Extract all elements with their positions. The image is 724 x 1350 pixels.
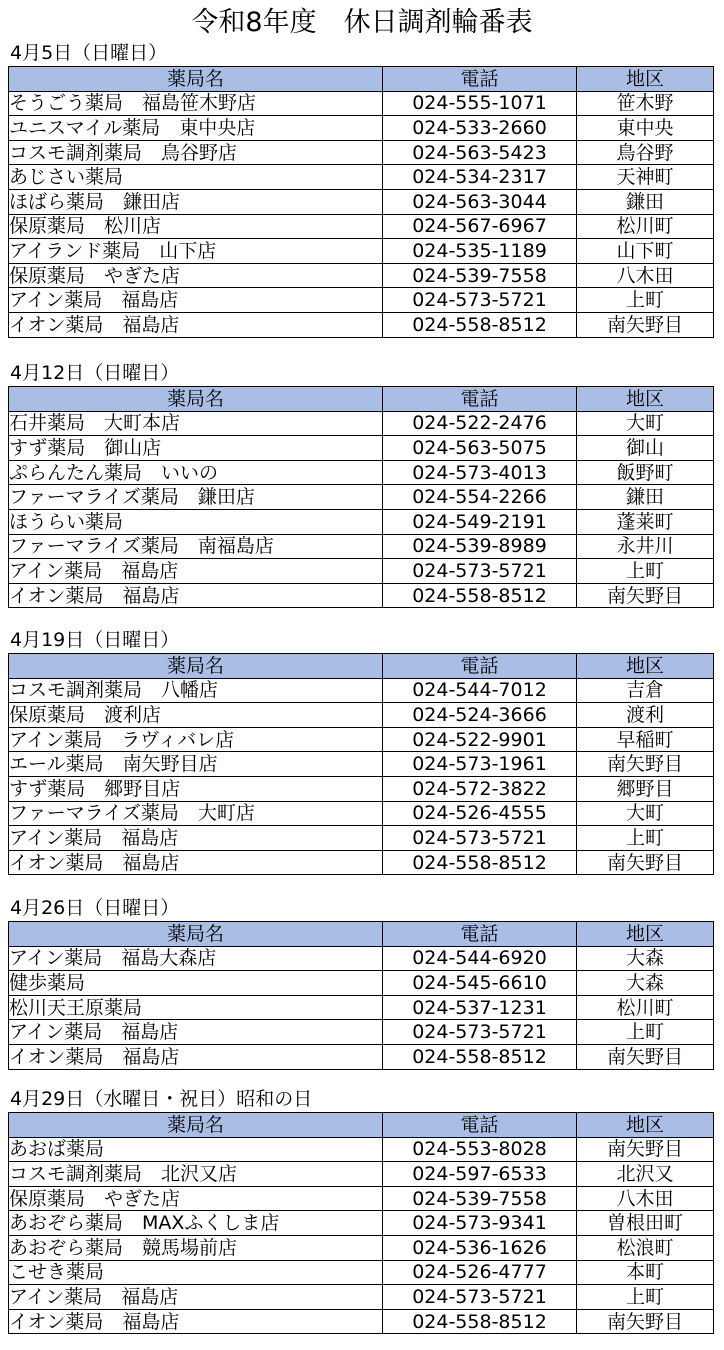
pharmacy-phone: 024-573-1961 xyxy=(383,752,577,777)
pharmacy-area: 大森 xyxy=(577,946,714,971)
column-header-phone: 電話 xyxy=(383,1113,577,1138)
pharmacy-table xyxy=(8,66,714,338)
pharmacy-phone: 024-536-1626 xyxy=(383,1235,577,1260)
pharmacy-name: 松川天王原薬局 xyxy=(9,995,383,1020)
column-header-area: 地区 xyxy=(577,1113,714,1138)
pharmacy-name: 保原薬局 松川店 xyxy=(9,214,383,239)
table-row xyxy=(9,1162,714,1187)
pharmacy-name: ユニスマイル薬局 東中央店 xyxy=(9,116,383,141)
pharmacy-phone: 024-544-7012 xyxy=(383,678,577,703)
table-row xyxy=(9,1020,714,1045)
schedule-section xyxy=(8,1086,714,1334)
pharmacy-name: アイン薬局 福島大森店 xyxy=(9,946,383,971)
pharmacy-area: 本町 xyxy=(577,1260,714,1285)
table-row xyxy=(9,583,714,608)
pharmacy-phone: 024-573-5721 xyxy=(383,288,577,313)
page-title: 令和8年度 休日調剤輪番表 xyxy=(191,7,533,38)
pharmacy-area: 八木田 xyxy=(577,1186,714,1211)
pharmacy-area: 吉倉 xyxy=(577,678,714,703)
pharmacy-name: こせき薬局 xyxy=(9,1260,383,1285)
column-header-phone: 電話 xyxy=(383,654,577,679)
table-row xyxy=(9,801,714,826)
table-row xyxy=(9,727,714,752)
section-date-heading: 4月12日（日曜日） xyxy=(10,362,180,384)
pharmacy-area: 上町 xyxy=(577,559,714,584)
pharmacy-name: イオン薬局 福島店 xyxy=(9,583,383,608)
table-header-row xyxy=(9,1113,714,1138)
table-row xyxy=(9,288,714,313)
table-row xyxy=(9,1137,714,1162)
pharmacy-name: ファーマライズ薬局 南福島店 xyxy=(9,534,383,559)
pharmacy-name: アイン薬局 福島店 xyxy=(9,559,383,584)
column-header-name: 薬局名 xyxy=(9,922,383,947)
pharmacy-phone: 024-573-5721 xyxy=(383,559,577,584)
pharmacy-phone: 024-539-7558 xyxy=(383,1186,577,1211)
pharmacy-phone: 024-563-5075 xyxy=(383,436,577,461)
pharmacy-area: 郷野目 xyxy=(577,776,714,801)
column-header-area: 地区 xyxy=(577,922,714,947)
table-row xyxy=(9,189,714,214)
pharmacy-name: 保原薬局 渡利店 xyxy=(9,703,383,728)
pharmacy-phone: 024-563-5423 xyxy=(383,140,577,165)
pharmacy-name: すず薬局 郷野目店 xyxy=(9,776,383,801)
column-header-phone: 電話 xyxy=(383,67,577,92)
pharmacy-name: イオン薬局 福島店 xyxy=(9,1044,383,1069)
pharmacy-area: 鎌田 xyxy=(577,189,714,214)
schedule-section xyxy=(8,895,714,1070)
pharmacy-area: 松川町 xyxy=(577,995,714,1020)
pharmacy-area: 大町 xyxy=(577,411,714,436)
pharmacy-area: 曽根田町 xyxy=(577,1211,714,1236)
pharmacy-phone: 024-573-5721 xyxy=(383,1285,577,1310)
pharmacy-phone: 024-567-6967 xyxy=(383,214,577,239)
pharmacy-name: 健歩薬局 xyxy=(9,971,383,996)
table-row xyxy=(9,995,714,1020)
pharmacy-phone: 024-573-4013 xyxy=(383,460,577,485)
pharmacy-phone: 024-597-6533 xyxy=(383,1162,577,1187)
section-date-heading: 4月29日（水曜日・祝日）昭和の日 xyxy=(10,1088,313,1110)
pharmacy-area: 上町 xyxy=(577,288,714,313)
pharmacy-name: アイン薬局 福島店 xyxy=(9,1020,383,1045)
column-header-phone: 電話 xyxy=(383,387,577,412)
column-header-name: 薬局名 xyxy=(9,1113,383,1138)
pharmacy-name: イオン薬局 福島店 xyxy=(9,850,383,875)
table-row xyxy=(9,509,714,534)
pharmacy-area: 南矢野目 xyxy=(577,1137,714,1162)
pharmacy-area: 鳥谷野 xyxy=(577,140,714,165)
table-row xyxy=(9,165,714,190)
column-header-area: 地区 xyxy=(577,387,714,412)
pharmacy-area: 八木田 xyxy=(577,263,714,288)
table-row xyxy=(9,1309,714,1334)
pharmacy-area: 上町 xyxy=(577,826,714,851)
pharmacy-phone: 024-526-4777 xyxy=(383,1260,577,1285)
pharmacy-phone: 024-524-3666 xyxy=(383,703,577,728)
table-header-row xyxy=(9,654,714,679)
pharmacy-area: 大町 xyxy=(577,801,714,826)
pharmacy-table xyxy=(8,921,714,1070)
pharmacy-area: 南矢野目 xyxy=(577,850,714,875)
table-row xyxy=(9,436,714,461)
pharmacy-name: あじさい薬局 xyxy=(9,165,383,190)
pharmacy-name: イオン薬局 福島店 xyxy=(9,312,383,337)
table-row xyxy=(9,826,714,851)
pharmacy-phone: 024-545-6610 xyxy=(383,971,577,996)
schedule-section xyxy=(8,360,714,608)
table-row xyxy=(9,263,714,288)
pharmacy-phone: 024-522-9901 xyxy=(383,727,577,752)
pharmacy-name: すず薬局 御山店 xyxy=(9,436,383,461)
table-row xyxy=(9,752,714,777)
pharmacy-area: 早稲町 xyxy=(577,727,714,752)
table-row xyxy=(9,678,714,703)
table-row xyxy=(9,559,714,584)
pharmacy-area: 東中央 xyxy=(577,116,714,141)
table-row xyxy=(9,1235,714,1260)
pharmacy-name: 石井薬局 大町本店 xyxy=(9,411,383,436)
table-row xyxy=(9,411,714,436)
pharmacy-phone: 024-539-8989 xyxy=(383,534,577,559)
table-row xyxy=(9,116,714,141)
pharmacy-area: 松浪町 xyxy=(577,1235,714,1260)
pharmacy-area: 蓬莱町 xyxy=(577,509,714,534)
pharmacy-table xyxy=(8,1112,714,1334)
pharmacy-area: 南矢野目 xyxy=(577,1309,714,1334)
column-header-area: 地区 xyxy=(577,654,714,679)
section-date-heading: 4月26日（日曜日） xyxy=(10,897,180,919)
schedule-section xyxy=(8,40,714,338)
pharmacy-phone: 024-554-2266 xyxy=(383,485,577,510)
pharmacy-area: 松川町 xyxy=(577,214,714,239)
pharmacy-phone: 024-535-1189 xyxy=(383,239,577,264)
table-row xyxy=(9,239,714,264)
table-row xyxy=(9,850,714,875)
pharmacy-phone: 024-558-8512 xyxy=(383,312,577,337)
column-header-name: 薬局名 xyxy=(9,654,383,679)
pharmacy-area: 大森 xyxy=(577,971,714,996)
column-header-name: 薬局名 xyxy=(9,67,383,92)
pharmacy-area: 飯野町 xyxy=(577,460,714,485)
pharmacy-name: コスモ調剤薬局 北沢又店 xyxy=(9,1162,383,1187)
pharmacy-name: アイン薬局 福島店 xyxy=(9,826,383,851)
pharmacy-phone: 024-558-8512 xyxy=(383,583,577,608)
pharmacy-phone: 024-522-2476 xyxy=(383,411,577,436)
schedule-section xyxy=(8,627,714,875)
table-row xyxy=(9,1285,714,1310)
pharmacy-name: ほうらい薬局 xyxy=(9,509,383,534)
pharmacy-area: 永井川 xyxy=(577,534,714,559)
table-row xyxy=(9,460,714,485)
pharmacy-name: 保原薬局 やぎた店 xyxy=(9,263,383,288)
pharmacy-table xyxy=(8,386,714,608)
column-header-area: 地区 xyxy=(577,67,714,92)
pharmacy-phone: 024-573-5721 xyxy=(383,1020,577,1045)
pharmacy-name: あおぞら薬局 MAXふくしま店 xyxy=(9,1211,383,1236)
pharmacy-area: 北沢又 xyxy=(577,1162,714,1187)
table-row xyxy=(9,946,714,971)
pharmacy-table xyxy=(8,653,714,875)
table-header-row xyxy=(9,387,714,412)
section-date-heading: 4月19日（日曜日） xyxy=(10,629,180,651)
table-header-row xyxy=(9,67,714,92)
table-row xyxy=(9,776,714,801)
pharmacy-phone: 024-544-6920 xyxy=(383,946,577,971)
pharmacy-phone: 024-558-8512 xyxy=(383,1309,577,1334)
table-row xyxy=(9,485,714,510)
pharmacy-area: 渡利 xyxy=(577,703,714,728)
column-header-name: 薬局名 xyxy=(9,387,383,412)
pharmacy-area: 南矢野目 xyxy=(577,312,714,337)
pharmacy-name: 保原薬局 やぎた店 xyxy=(9,1186,383,1211)
pharmacy-phone: 024-534-2317 xyxy=(383,165,577,190)
pharmacy-name: ファーマライズ薬局 鎌田店 xyxy=(9,485,383,510)
pharmacy-name: コスモ調剤薬局 八幡店 xyxy=(9,678,383,703)
pharmacy-name: エール薬局 南矢野目店 xyxy=(9,752,383,777)
pharmacy-name: ファーマライズ薬局 大町店 xyxy=(9,801,383,826)
pharmacy-area: 笹木野 xyxy=(577,91,714,116)
pharmacy-phone: 024-558-8512 xyxy=(383,850,577,875)
pharmacy-phone: 024-539-7558 xyxy=(383,263,577,288)
pharmacy-area: 鎌田 xyxy=(577,485,714,510)
pharmacy-area: 御山 xyxy=(577,436,714,461)
pharmacy-phone: 024-573-9341 xyxy=(383,1211,577,1236)
table-row xyxy=(9,1186,714,1211)
pharmacy-name: コスモ調剤薬局 鳥谷野店 xyxy=(9,140,383,165)
table-row xyxy=(9,140,714,165)
table-row xyxy=(9,214,714,239)
table-row xyxy=(9,312,714,337)
pharmacy-phone: 024-572-3822 xyxy=(383,776,577,801)
pharmacy-area: 南矢野目 xyxy=(577,583,714,608)
pharmacy-phone: 024-526-4555 xyxy=(383,801,577,826)
pharmacy-area: 上町 xyxy=(577,1285,714,1310)
pharmacy-phone: 024-549-2191 xyxy=(383,509,577,534)
pharmacy-phone: 024-533-2660 xyxy=(383,116,577,141)
table-row xyxy=(9,1044,714,1069)
pharmacy-phone: 024-573-5721 xyxy=(383,826,577,851)
pharmacy-area: 南矢野目 xyxy=(577,752,714,777)
pharmacy-name: そうごう薬局 福島笹木野店 xyxy=(9,91,383,116)
pharmacy-name: アイン薬局 福島店 xyxy=(9,1285,383,1310)
column-header-phone: 電話 xyxy=(383,922,577,947)
pharmacy-area: 天神町 xyxy=(577,165,714,190)
pharmacy-phone: 024-537-1231 xyxy=(383,995,577,1020)
pharmacy-name: あおぞら薬局 競馬場前店 xyxy=(9,1235,383,1260)
pharmacy-name: アイランド薬局 山下店 xyxy=(9,239,383,264)
pharmacy-phone: 024-553-8028 xyxy=(383,1137,577,1162)
pharmacy-area: 山下町 xyxy=(577,239,714,264)
pharmacy-name: アイン薬局 福島店 xyxy=(9,288,383,313)
pharmacy-area: 上町 xyxy=(577,1020,714,1045)
table-row xyxy=(9,534,714,559)
table-row xyxy=(9,1260,714,1285)
table-row xyxy=(9,971,714,996)
table-row xyxy=(9,91,714,116)
pharmacy-phone: 024-558-8512 xyxy=(383,1044,577,1069)
pharmacy-name: イオン薬局 福島店 xyxy=(9,1309,383,1334)
pharmacy-name: あおば薬局 xyxy=(9,1137,383,1162)
pharmacy-phone: 024-563-3044 xyxy=(383,189,577,214)
pharmacy-name: ほばら薬局 鎌田店 xyxy=(9,189,383,214)
table-header-row xyxy=(9,922,714,947)
section-date-heading: 4月5日（日曜日） xyxy=(10,42,168,64)
table-row xyxy=(9,703,714,728)
pharmacy-area: 南矢野目 xyxy=(577,1044,714,1069)
pharmacy-name: ぷらんたん薬局 いいの xyxy=(9,460,383,485)
pharmacy-phone: 024-555-1071 xyxy=(383,91,577,116)
pharmacy-name: アイン薬局 ラヴィバレ店 xyxy=(9,727,383,752)
table-row xyxy=(9,1211,714,1236)
